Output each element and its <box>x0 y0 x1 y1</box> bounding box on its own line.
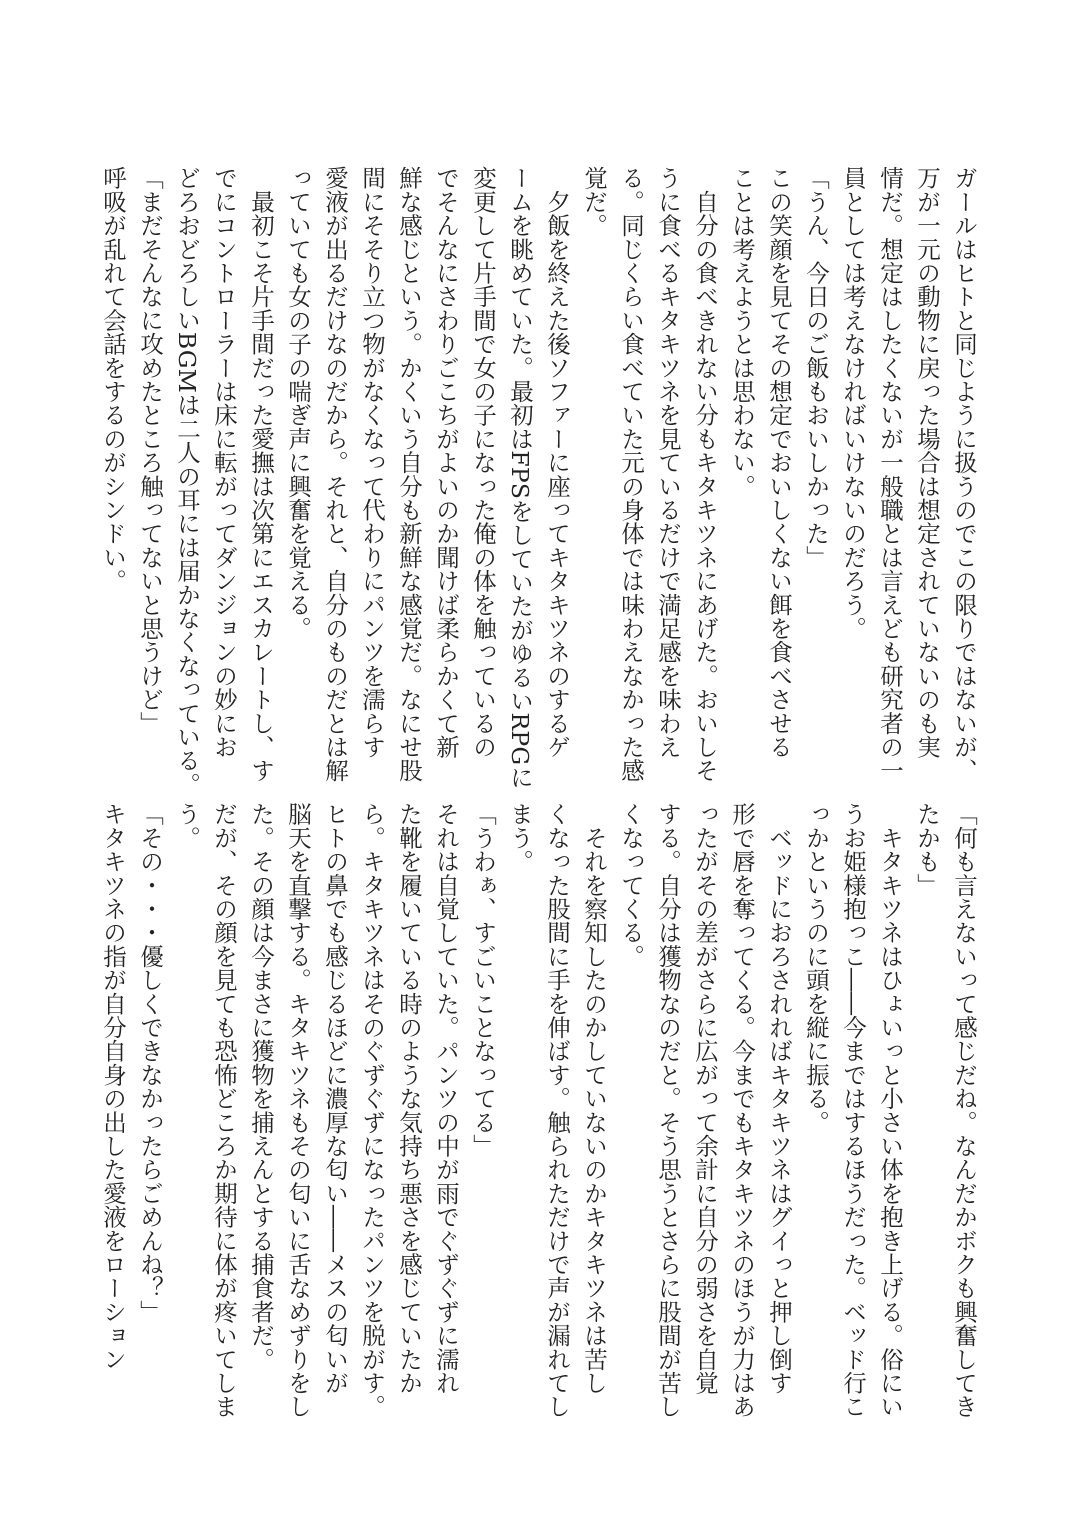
text-column: でそんなにさわりごこちがよいのか聞けば柔らかくて新 <box>432 166 460 759</box>
text-column: この笑顔を見てその想定でおいしくない餌を食べさせる <box>765 166 793 759</box>
text-column: ヒトの鼻でも感じるほどに濃厚な匂い――メスの匂いが <box>321 802 349 1395</box>
text-column: それは自覚していた。パンツの中が雨でぐずぐずに濡れ <box>432 802 460 1395</box>
text-column: どろおどろしいBGMは二人の耳には届かなくなっている。 <box>173 166 201 796</box>
text-column: 万が一元の動物に戻った場合は想定されていないのも実 <box>913 166 941 759</box>
text-column: くなってくる。 <box>617 802 645 968</box>
text-column: 「うん、今日のご飯もおいしかった」 <box>802 166 830 569</box>
text-column: ことは考えようとは思わない。 <box>728 166 756 498</box>
text-column: ームを眺めていた。最初はFPSをしていたがゆるいRPGに <box>506 166 534 790</box>
text-block-top <box>94 166 982 796</box>
text-column: ったがその差がさらに広がって余計に自分の弱さを自覚 <box>691 802 719 1395</box>
text-column: た。その顔は今まさに獲物を捕えんとする捕食者だ。 <box>247 802 275 1371</box>
text-column: 夕飯を終えた後ソファーに座ってキタキツネのするゲ <box>543 166 571 759</box>
text-column: 変更して片手間で女の子になった俺の体を触っているの <box>469 166 497 759</box>
text-column: っていても女の子の喘ぎ声に興奮を覚える。 <box>284 166 312 640</box>
text-column: 形で唇を奪ってくる。今までもキタキツネのほうが力はあ <box>728 802 756 1419</box>
text-column: キタキツネはひょいっと小さい体を抱き上げる。俗にい <box>876 802 904 1419</box>
text-column: 自分の食べきれない分もキタキツネにあげた。おいしそ <box>691 166 719 783</box>
text-column: た靴を履いている時のような気持ち悪さを感じていたか <box>395 802 423 1395</box>
text-column: ガールはヒトと同じように扱うのでこの限りではないが、 <box>950 166 978 783</box>
text-column: キタキツネの指が自分自身の出した愛液をローション <box>99 802 127 1371</box>
text-column: くなった股間に手を伸ばす。触られただけで声が漏れてし <box>543 802 571 1419</box>
text-column: 最初こそ片手間だった愛撫は次第にエスカレートし、す <box>247 166 275 783</box>
text-column: たかも」 <box>913 802 941 897</box>
text-column: 「まだそんなに攻めたところ触ってないと思うけど」 <box>136 166 164 735</box>
text-column: 間にそそり立つ物がなくなって代わりにパンツを濡らす <box>358 166 386 759</box>
text-column: 「その・・・優しくできなかったらごめんね？」 <box>136 802 164 1324</box>
text-column: それを察知したのかしていないのかキタキツネは苦し <box>580 802 608 1395</box>
text-column: う。 <box>173 802 201 850</box>
text-block-bottom <box>94 802 982 1419</box>
text-column: 「何も言えないって感じだね。なんだかボクも興奮してき <box>950 802 978 1419</box>
text-column: 呼吸が乱れて会話をするのがシンドい。 <box>99 166 127 593</box>
text-column: 鮮な感じという。かくいう自分も新鮮な感覚だ。なにせ股 <box>395 166 423 783</box>
text-column: だが、その顔を見ても恐怖どころか期待に体が疼いてしま <box>210 802 238 1419</box>
text-column: でにコントローラーは床に転がってダンジョンの妙にお <box>210 166 238 759</box>
text-column: うお姫様抱っこ――今まではするほうだった。ベッド行こ <box>839 802 867 1419</box>
text-column: ら。キタキツネはそのぐずぐずになったパンツを脱がす。 <box>358 802 386 1419</box>
text-column: 脳天を直撃する。キタキツネもその匂いに舌なめずりをし <box>284 802 312 1419</box>
text-column: 情だ。想定はしたくないが一般職とは言えども研究者の一 <box>876 166 904 783</box>
text-column: 員としては考えなければいけないのだろう。 <box>839 166 867 640</box>
text-column: まう。 <box>506 802 534 874</box>
text-column: っかというのに頭を縦に振る。 <box>802 802 830 1134</box>
text-column: 「うわぁ、すごいことなってる」 <box>469 802 497 1158</box>
text-column: ベッドにおろされればキタキツネはグイっと押し倒す <box>765 802 793 1395</box>
text-column: うに食べるキタキツネを見ているだけで満足感を味わえ <box>654 166 682 759</box>
text-column: 愛液が出るだけなのだから。それと、自分のものだとは解 <box>321 166 349 783</box>
text-column: る。同じくらい食べていた元の身体では味わえなかった感 <box>617 166 645 783</box>
text-column: 覚だ。 <box>580 166 608 238</box>
text-column: する。自分は獲物なのだと。そう思うとさらに股間が苦し <box>654 802 682 1419</box>
